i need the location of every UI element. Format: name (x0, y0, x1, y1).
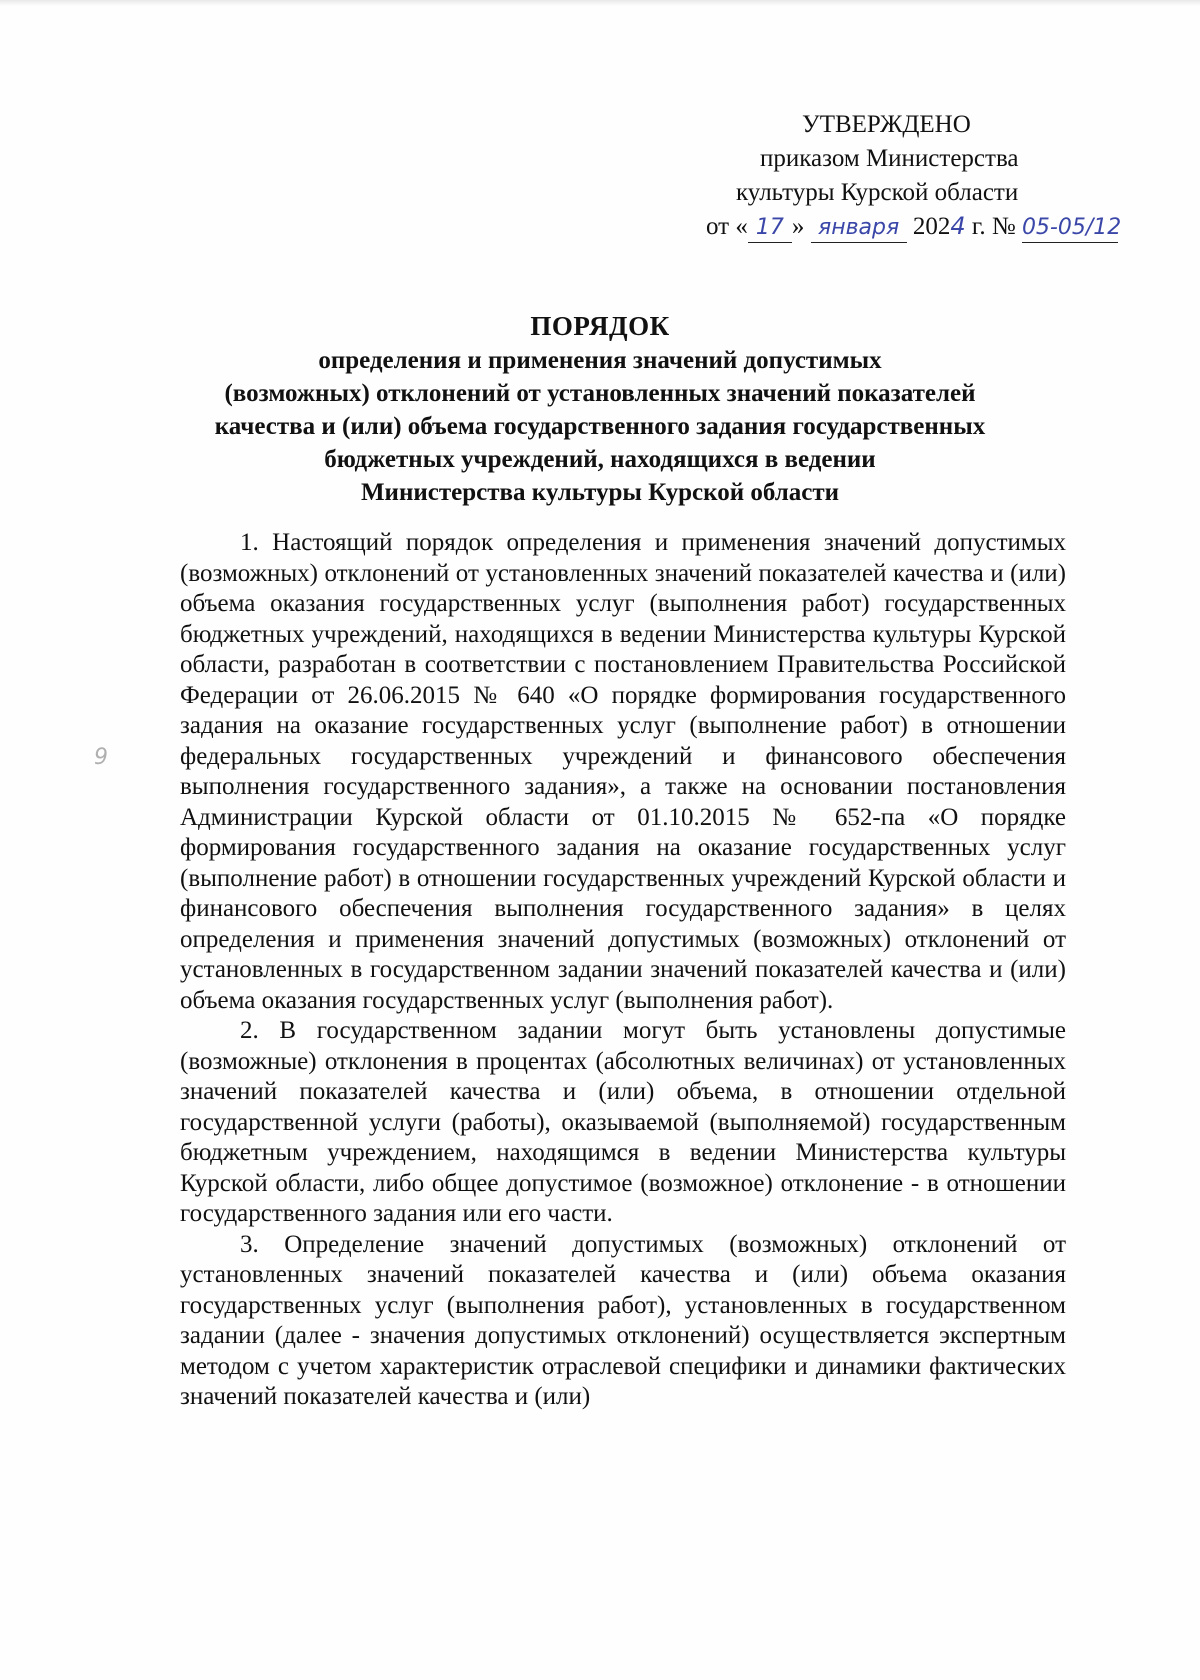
approval-order-line: приказом Министерства (760, 145, 1019, 172)
paragraph-3: 3. Определение значений допустимых (возможных) отклонений от установленных значений показателей качества и (или) объема оказания государственных услуг (выполнения работ), установленных в государственном задании (далее - значения допустимых отклонений) осуществляется экспертным методом с учетом характеристик отраслевой специфики и динамики фактических значений показателей качества и (или) (180, 1230, 1066, 1410)
date-prefix: от « (706, 213, 748, 240)
margin-pencil-mark: 9 (94, 745, 108, 770)
approval-ministry-line: культуры Курской области (736, 179, 1019, 206)
year-prefix: 202 (912, 213, 951, 240)
paragraph-2: 2. В государственном задании могут быть установлены допустимые (возможные) отклонения в процентах (абсолютных величинах) от установленных значений показателей качества и (или) объема, в отношении отдельной государственной услуги (работы), оказываемой (выполняемой) государственным бюджетным учреждением, находящимся в ведении Министерства культуры Курской области, либо общее допустимое (возможное) отклонение - в отношении государственного задания или его части. (180, 1017, 1066, 1227)
handwritten-month: января (811, 214, 907, 243)
paragraph-1: 1. Настоящий порядок определения и применения значений допустимых (возможных) отклонений от установленных значений показателей качества и (или) объема оказания государственных услуг (выполнения работ) государственных бюджетных учреждений, находящихся в ведении Министерства культуры Курской области, разработан в соответствии с постановлением Правительства Российской Федерации от 26.06.2015 № 640 «О порядке формирования государственного задания на оказание государственных услуг (выполнение работ) в отношении федеральных государственных учреждений и финансового обеспечения выполнения государственного задания», а также на основании постановления Администрации Курской области от 01.10.2015 № 652-па «О порядке формирования государственного задания на оказание государственных услуг (выполнение работ) в отношении государственных учреждений Курской области и финансового обеспечения выполнения государственного задания» в целях определения и применения значений допустимых (возможных) отклонений от установленных в государственном задании значений показателей качества и (или) объема оказания государственных услуг (выполнения работ). (180, 529, 1066, 1014)
document-heading: ПОРЯДОК (530, 311, 670, 341)
subtitle-line: качества и (или) объема государственного задания государственных (214, 413, 986, 440)
handwritten-order-number: 05-05/12 (1022, 214, 1118, 243)
approved-label: УТВЕРЖДЕНО (802, 111, 971, 138)
subtitle-line: Министерства культуры Курской области (360, 479, 840, 506)
date-mid: » (791, 213, 805, 240)
handwritten-day: 17 (748, 214, 792, 243)
year-suffix: г. № (965, 213, 1016, 240)
handwritten-year-digit: 4 (950, 212, 966, 240)
subtitle-line: бюджетных учреждений, находящихся в ведении (324, 446, 876, 473)
document-body (180, 528, 1066, 1413)
scan-edge (0, 0, 1200, 6)
document-title-block (100, 308, 1100, 509)
approval-date-line (680, 210, 1150, 244)
subtitle-line: определения и применения значений допустимых (318, 347, 882, 374)
subtitle-line: (возможных) отклонений от установленных значений показателей (224, 380, 976, 407)
approval-stamp-block (680, 108, 1150, 244)
